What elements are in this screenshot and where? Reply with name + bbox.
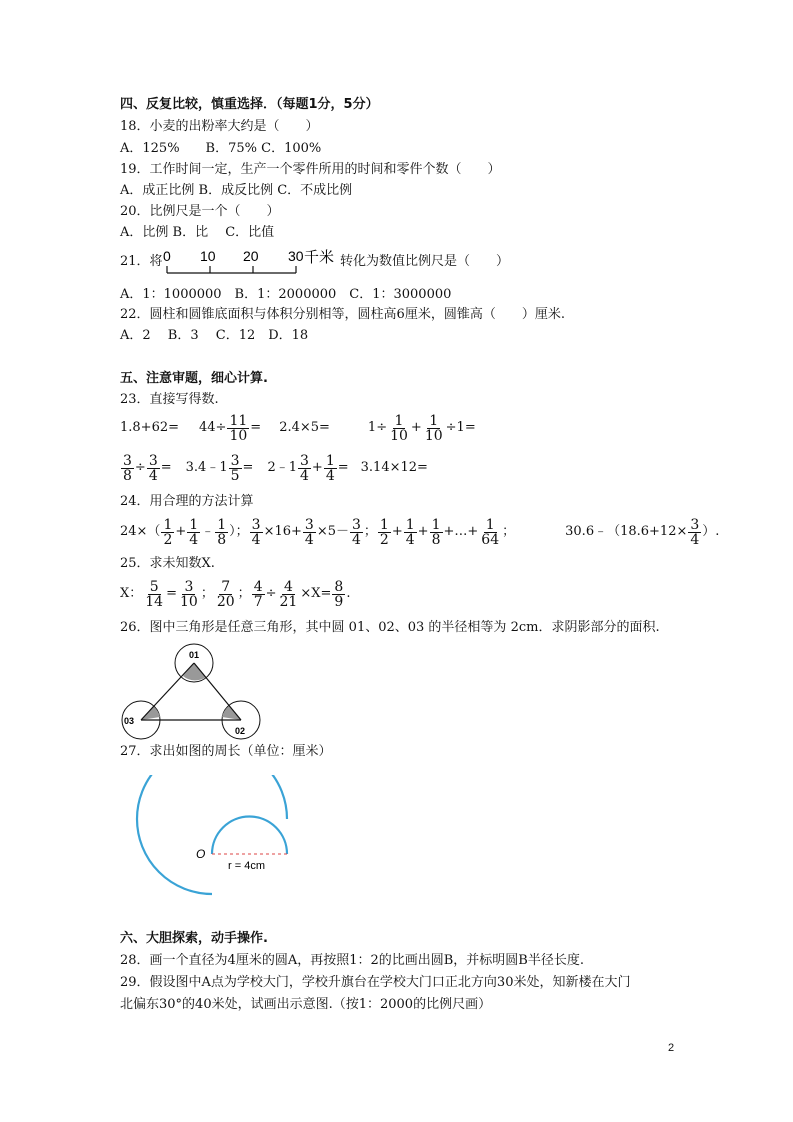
question-23-row-2 [120,450,428,486]
question-29-line-2: 北偏东30°的40米处，试画出示意图.（按1：2000的比例尺画） [120,997,492,1012]
expr: = [337,460,349,475]
fraction: $\frac{7}{20}$ [216,578,235,610]
question-21-prefix: 21．将 [120,254,163,269]
expr: = [166,586,177,601]
expr: ×5－ [316,524,349,539]
question-20-options: A．比例 B．比 C．比值 [120,225,275,240]
expr: X： [120,586,143,601]
question-19: 19．工作时间一定，生产一个零件所用的时间和零件个数（ ） [120,162,501,177]
expr: ； [502,524,516,539]
expr: 30.6﹣（18.6+12× [565,524,688,539]
semicircle-figure [120,775,300,900]
expr: ）. [702,524,720,539]
expr: ； [363,524,377,539]
expr: ×16+ [263,524,302,539]
question-25: 25．求未知数X. [120,556,215,571]
expr: ）； [229,524,249,539]
fraction: $\frac{8}{9}$ [334,578,344,610]
question-23: 23．直接写得数. [120,392,219,407]
question-22-options: A．2 B．3 C．12 D．18 [120,328,309,343]
fraction: $\frac{11}{10}$ [229,412,248,444]
triangle-circles-figure [118,640,268,740]
question-27: 27．求出如图的周长（单位：厘米） [120,744,332,759]
fraction: $\frac{1}{8}$ [431,516,441,548]
fraction: $\frac{1}{10}$ [390,412,408,444]
question-18-options: A．125% B．75% C．100% [120,141,322,156]
label-o2: 02 [235,726,246,736]
question-20: 20．比例尺是一个（ ） [120,204,280,219]
section-5-title: 五、注意审题，细心计算. [120,371,268,386]
fraction: $\frac{1}{4}$ [325,452,335,484]
fraction: $\frac{3}{8}$ [123,452,132,484]
question-23-row-1 [120,410,476,446]
line-scale-figure [158,246,348,278]
expr: + [410,420,422,435]
fraction: $\frac{1}{10}$ [424,412,443,444]
page-number: 2 [668,1042,675,1054]
fraction: $\frac{1}{2}$ [379,516,389,548]
expr: ÷ [265,586,277,601]
small-arc [212,817,287,855]
expr: + [311,460,323,475]
expr: + [175,524,187,539]
triangle-side [141,663,194,720]
section-6-title: 六、大胆探索，动手操作. [120,931,268,946]
fraction: $\frac{1}{4}$ [189,516,199,548]
expr: 1÷ [367,420,388,435]
question-18: 18．小麦的出粉率大约是（ ） [120,119,319,134]
question-21-options: A．1：1000000 B．1：2000000 C．1：3000000 [120,287,452,302]
fraction: $\frac{1}{4}$ [405,516,415,548]
shaded-sector-o3 [141,706,160,720]
question-26: 26．图中三角形是任意三角形，其中圆 01、02、03 的半径相等为 2cm．求阴影部分的面积. [120,620,660,635]
fraction: $\frac{3}{4}$ [148,452,158,484]
question-29-line-1: 29．假设图中A点为学校大门，学校升旗台在学校大门口正北方向30米处，知新楼在大门 [120,975,631,990]
question-25-row [120,576,350,612]
expr: = [160,460,172,475]
scale-unit: 千米 [304,249,335,266]
question-19-options: A．成正比例 B．成反比例 C．不成比例 [120,183,353,198]
label-radius: r = 4cm [228,860,265,872]
question-21 [120,253,163,271]
fraction: $\frac{4}{7}$ [253,578,263,610]
expr: ； [237,586,251,601]
expr: = [250,420,262,435]
fraction: $\frac{3}{4}$ [690,516,700,548]
scale-tick-10: 10 [200,248,216,264]
question-28: 28．画一个直径为4厘米的圆A，再按照1：2的比画出圆B，并标明圆B半径长度. [120,953,584,968]
expr: +…+ [443,524,479,539]
fraction: $\frac{1}{2}$ [163,516,173,548]
label-o1: 01 [189,650,200,660]
scale-tick-0: 0 [163,248,171,264]
question-24-row [120,514,719,550]
scale-tick-20: 20 [243,248,259,264]
expr: ÷1= [445,420,476,435]
expr: 3.14×12= [360,460,428,475]
fraction: $\frac{1}{64}$ [481,516,500,548]
fraction: $\frac{3}{4}$ [251,516,261,548]
expr: + [417,524,429,539]
fraction: $\frac{1}{8}$ [217,516,227,548]
expr: ×X= [300,586,332,601]
question-21-suffix: 转化为数值比例尺是（ ） [340,254,510,269]
large-arc [137,775,287,894]
label-o: O [196,847,206,861]
expr: = [242,460,254,475]
expr: 1.8+62= [120,420,180,435]
expr: ﹣ [201,524,215,539]
question-22: 22．圆柱和圆锥底面积与体积分别相等，圆柱高6厘米，圆锥高（ ）厘米. [120,307,565,322]
fraction: $\frac{3}{4}$ [299,452,309,484]
expr: . [346,586,351,601]
triangle-side [194,663,241,720]
expr: 24×（ [120,524,161,539]
expr: 2.4×5= [279,420,330,435]
fraction: $\frac{5}{14}$ [145,578,164,610]
fraction: $\frac{3}{10}$ [180,578,198,610]
fraction: $\frac{3}{4}$ [351,516,361,548]
expr: 3.4﹣1 [185,460,228,475]
expr: ； [200,586,214,601]
fraction: $\frac{3}{5}$ [230,452,240,484]
question-24: 24．用合理的方法计算 [120,494,254,509]
fraction: $\frac{3}{4}$ [304,516,314,548]
fraction: $\frac{4}{21}$ [279,578,298,610]
label-o3: 03 [124,716,135,726]
expr: 44÷ [199,420,227,435]
expr: 2﹣1 [267,460,297,475]
section-4-title: 四、反复比较，慎重选择．（每题1分，5分） [120,97,379,112]
scale-tick-30: 30 [288,248,304,264]
expr: + [391,524,403,539]
expr: ÷ [134,460,146,475]
